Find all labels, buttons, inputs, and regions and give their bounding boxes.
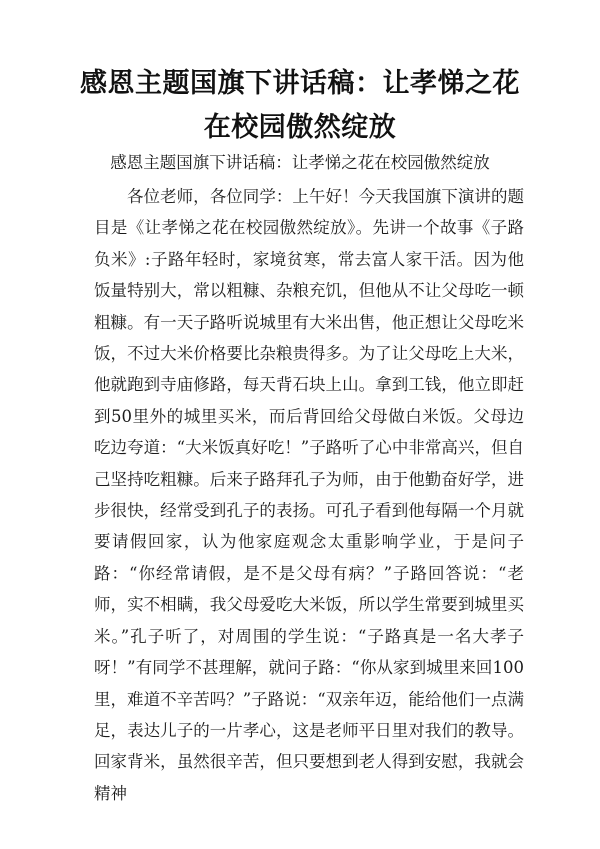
document-body-paragraph: 各位老师，各位同学：上午好！今天我国旗下演讲的题目是《让孝悌之花在校园傲然绽放》。先讲一个故事《子路负米》:子路年轻时，家境贫寒，常去富人家干活。因为他饭量特别大，常以粗糠、杂粮充饥，但他从不让父母吃一顿粗糠。有一天子路听说城里有大米出售，他正想让父母吃米饭，不过大米价格要比杂粮贵得多。为了让父母吃上大米，他就跑到寺庙修路，每天背石块上山。拿到工钱，他立即赶到50里外的城里买米，而后背回给父母做白米饭。父母边吃边夸道：“大米饭真好吃！”子路听了心中非常高兴，但自己坚持吃粗糠。后来子路拜孔子为师，由于他勤奋好学，进步很快，经常受到孔子的表扬。可孔子看到他每隔一个月就要请假回家，认为他家庭观念太重影响学业，于是问子路：“你经常请假，是不是父母有病？”子路回答说：“老师，实不相瞒，我父母爱吃大米饭，所以学生常要到城里买米。”孔子听了，对周围的学生说：“子路真是一名大孝子呀！”有同学不甚理解，就问子路：“你从家到城里来回100里，难道不辛苦吗？”子路说：“双亲年迈，能给他们一点满足，表达儿子的一片孝心，这是老师平日里对我们的教导。回家背米，虽然很辛苦，但只要想到老人得到安慰，我就会精神 (94, 187, 524, 803)
document-subtitle: 感恩主题国旗下讲话稿：让孝悌之花在校园傲然绽放 (110, 153, 490, 172)
document-title: 感恩主题国旗下讲话稿：让孝悌之花在校园傲然绽放 (80, 68, 520, 143)
